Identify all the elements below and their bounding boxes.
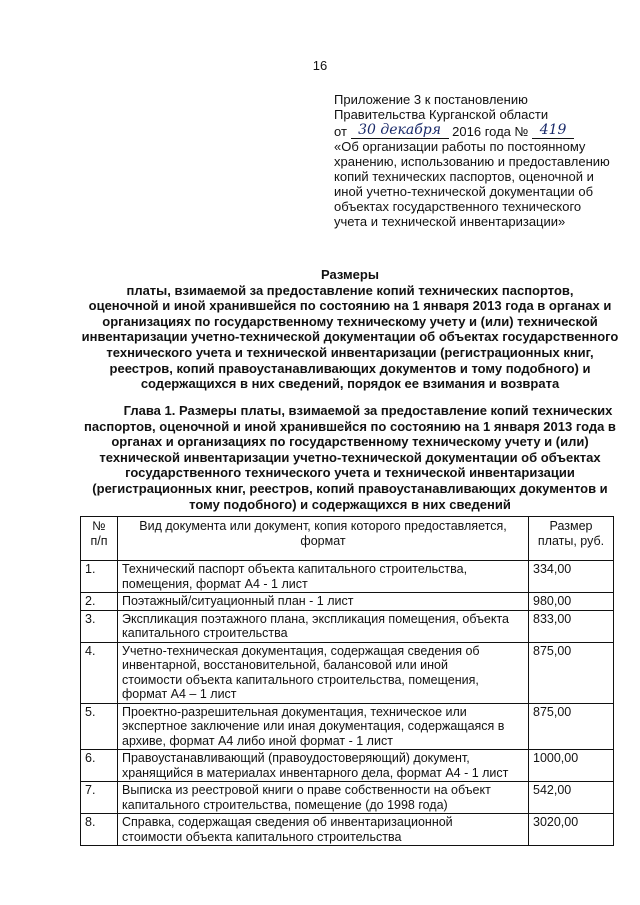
row-doc xyxy=(118,642,529,703)
header-price-line-1: Размер xyxy=(549,519,593,533)
header-doc-line-1: Вид документа или документ, копия которого предоставляется, xyxy=(139,519,507,533)
header-price-line-2: платы, руб. xyxy=(537,533,605,548)
date-year: 2016 года № xyxy=(452,124,529,139)
row-doc-line: капитального строительства xyxy=(122,626,288,640)
row-doc xyxy=(118,703,529,750)
appendix-subject-5: объектах государственного технического xyxy=(334,199,582,214)
title-line-3: организациях по государственному техническому учету и (или) технической xyxy=(102,313,598,329)
header-price xyxy=(529,517,614,561)
chapter-heading xyxy=(80,403,620,512)
date-blank xyxy=(351,122,449,139)
row-doc-line: формат А4 – 1 лист xyxy=(122,687,237,701)
row-doc-line: Выписка из реестровой книги о праве собственности на объект xyxy=(122,783,491,797)
handwritten-number: 419 xyxy=(539,122,567,138)
row-doc-line: стоимости объекта капитального строительства xyxy=(122,829,402,844)
row-price: 1000,00 xyxy=(529,750,614,782)
row-num: 4. xyxy=(81,642,118,703)
row-doc-line: Экспликация поэтажного плана, экспликация помещения, объекта xyxy=(122,611,509,626)
row-doc-line: хранящийся в материалах инвентарного дела, формат А4 - 1 лист xyxy=(122,765,509,780)
handwritten-date: 30 декабря xyxy=(358,122,441,138)
table-row xyxy=(81,561,614,593)
appendix-line-1: Приложение 3 к постановлению xyxy=(334,92,528,107)
chapter-line-2: паспортов, оценочной и иной хранившейся по состоянию на 1 января 2013 года в xyxy=(84,418,616,434)
appendix-subject-4: иной учетно-технической документации об xyxy=(334,184,594,199)
row-doc xyxy=(118,593,529,611)
row-doc-line: Правоустанавливающий (правоудостоверяющий) документ, xyxy=(122,751,470,765)
appendix-header xyxy=(334,92,614,229)
row-price: 875,00 xyxy=(529,642,614,703)
chapter-line-5: государственного технического учета и технической инвентаризации xyxy=(125,465,575,481)
fees-table xyxy=(80,516,614,846)
document-title xyxy=(80,267,620,392)
title-line-6: реестров, копий правоустанавливающих документов и тому подобного) и xyxy=(109,360,591,376)
table-header-row xyxy=(81,517,614,561)
table-row xyxy=(81,642,614,703)
row-price: 875,00 xyxy=(529,703,614,750)
header-num xyxy=(81,517,118,561)
appendix-subject-2: хранению, использованию и предоставлению xyxy=(334,154,610,169)
row-num: 5. xyxy=(81,703,118,750)
row-doc xyxy=(118,561,529,593)
row-num: 1. xyxy=(81,561,118,593)
appendix-subject-3: копий технических паспортов, оценочной и xyxy=(334,169,594,184)
table-row xyxy=(81,610,614,642)
appendix-line-2: Правительства Курганской области xyxy=(334,107,549,122)
row-doc-line: Проектно-разрешительная документация, техническое или xyxy=(122,704,467,719)
table-row xyxy=(81,750,614,782)
appendix-date-line xyxy=(334,122,614,139)
appendix-subject-6: учета и технической инвентаризации» xyxy=(334,214,566,229)
page-number: 16 xyxy=(312,58,328,73)
title-line-5: технического учета и технической инвентаризации (регистрационных книг, xyxy=(106,344,594,360)
table-row xyxy=(81,703,614,750)
row-doc xyxy=(118,610,529,642)
row-price: 334,00 xyxy=(529,561,614,593)
header-doc-line-2: формат xyxy=(300,533,346,548)
date-prefix: от xyxy=(334,124,347,139)
row-price: 980,00 xyxy=(529,593,614,611)
title-line-4: инвентаризации учетно-технической документации об объектах государственного xyxy=(81,329,619,345)
chapter-line-4: технической инвентаризации учетно-технической документации об объектах xyxy=(99,449,601,465)
row-doc xyxy=(118,750,529,782)
row-doc-line: стоимости объекта капитального строительства, помещения, xyxy=(122,672,479,687)
row-doc-line: Учетно-техническая документация, содержащая сведения об xyxy=(122,643,480,658)
title-line-7: содержащихся в них сведений, порядок ее взимания и возврата xyxy=(140,376,560,392)
row-doc-line: Справка, содержащая сведения об инвентаризационной xyxy=(122,815,453,829)
row-doc-line: инвентарной, восстановительной, балансовой или иной xyxy=(122,658,448,672)
table-row xyxy=(81,593,614,611)
table-row xyxy=(81,782,614,814)
header-num-line-2: п/п xyxy=(90,533,108,548)
row-doc xyxy=(118,814,529,846)
chapter-line-7: тому подобного) и содержащихся в них сведений xyxy=(189,496,511,512)
row-price: 833,00 xyxy=(529,610,614,642)
title-line-2: оценочной и иной хранившейся по состоянию на 1 января 2013 года в органах и xyxy=(88,298,612,314)
row-num: 3. xyxy=(81,610,118,642)
row-doc-line: Технический паспорт объекта капитального строительства, xyxy=(122,562,468,576)
row-price: 3020,00 xyxy=(529,814,614,846)
title-line-1: платы, взимаемой за предоставление копий технических паспортов, xyxy=(126,282,574,298)
row-doc-line: помещения, формат А4 - 1 лист xyxy=(122,576,308,591)
row-num: 2. xyxy=(81,593,118,611)
row-doc xyxy=(118,782,529,814)
header-num-line-1: № xyxy=(92,519,106,533)
header-doc xyxy=(118,517,529,561)
row-num: 8. xyxy=(81,814,118,846)
appendix-subject-1: «Об организации работы по постоянному xyxy=(334,139,586,154)
chapter-line-3: органах и организациях по государственному техническому учету и (или) xyxy=(111,434,589,450)
row-doc-line: Поэтажный/ситуационный план - 1 лист xyxy=(122,594,354,608)
number-blank xyxy=(532,122,574,139)
row-doc-line: капитального строительства, помещение (до 1998 года) xyxy=(122,797,448,812)
row-num: 6. xyxy=(81,750,118,782)
title-word: Размеры xyxy=(321,267,379,282)
row-num: 7. xyxy=(81,782,118,814)
row-doc-line: архиве, формат А4 либо иной формат - 1 лист xyxy=(122,733,393,748)
chapter-line-6: (регистрационных книг, реестров, копий правоустанавливающих документов и xyxy=(92,480,608,496)
chapter-line-1: Глава 1. Размеры платы, взимаемой за предоставление копий технических xyxy=(123,403,613,418)
row-price: 542,00 xyxy=(529,782,614,814)
table-row xyxy=(81,814,614,846)
row-doc-line: экспертное заключение или иная документация, содержащаяся в xyxy=(122,719,505,733)
